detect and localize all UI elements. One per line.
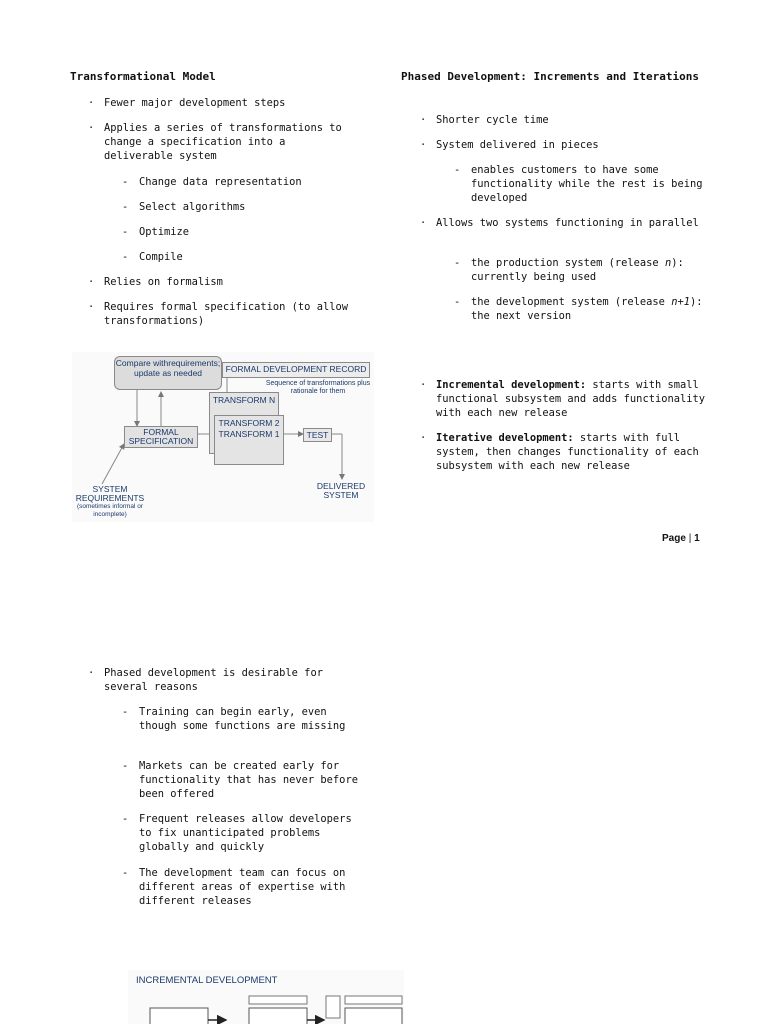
dash-marker: - <box>122 201 129 213</box>
bullet-marker: · <box>420 432 427 444</box>
sub-list-item-text: Optimize <box>139 226 190 238</box>
dash-marker: - <box>122 176 129 188</box>
sub-list-item-text: ): the next version <box>471 296 703 322</box>
release-variable: n+1 <box>671 296 690 308</box>
list-item-text: Shorter cycle time <box>436 114 549 126</box>
sub-list-item-text: The development team can focus on different areas of expertise with different releases <box>139 867 346 907</box>
incremental-development-title: INCREMENTAL DEVELOPMENT <box>136 975 278 986</box>
sub-list-item-text: Select algorithms <box>139 201 246 213</box>
list-item-text: Relies on formalism <box>104 276 223 288</box>
list-item <box>88 300 362 328</box>
sub-list-item-text: the development system (release <box>471 296 672 308</box>
dash-marker: - <box>122 706 129 718</box>
transformational-model-diagram <box>72 352 374 522</box>
list-item <box>88 121 359 163</box>
sub-list-item-text: the production system (release <box>471 257 665 269</box>
formal-development-record-box <box>222 362 370 378</box>
sub-list-item <box>122 705 367 733</box>
transform-1-label: TRANSFORM 1 <box>218 429 280 439</box>
sub-list-item-text: Change data representation <box>139 176 302 188</box>
list-item-text: Applies a series of transformations to change a specification into a deliverable system <box>104 122 342 162</box>
sub-list-item <box>122 866 367 908</box>
sub-list-item <box>122 250 359 264</box>
sub-list-item <box>122 200 359 214</box>
formal-specification-box <box>124 426 198 448</box>
list-item-text: starts with small functional subsystem and adds functionality with each new release <box>436 379 705 419</box>
formal-specification-label: FORMAL SPECIFICATION <box>128 427 194 446</box>
page-number <box>662 533 700 544</box>
list-item <box>420 378 706 420</box>
list-item-text: starts with full system, then changes functionality of each subsystem with each new release <box>436 432 699 472</box>
sequence-note: Sequence of transformations plus rationale for them <box>265 380 371 395</box>
list-item-text: Allows two systems functioning in parallel <box>436 217 699 229</box>
release-variable: n <box>664 257 672 269</box>
dash-marker: - <box>454 296 461 308</box>
bullet-marker: · <box>88 122 95 134</box>
sub-list-item <box>454 256 707 284</box>
sub-list-item-text: Frequent releases allow developers to fix unanticipated problems globally and quickly <box>139 813 352 853</box>
bullet-marker: · <box>420 379 427 391</box>
sub-list-item <box>122 175 359 189</box>
term-incremental: Incremental development: <box>436 379 587 391</box>
dash-marker: - <box>122 867 129 879</box>
transform-1-box <box>214 415 284 465</box>
system-requirements-label: SYSTEM REQUIREMENTS <box>75 484 145 503</box>
sub-list-item <box>122 812 367 854</box>
delivered-system-label: DELIVERED SYSTEM <box>316 481 366 500</box>
sub-list-item-text: Compile <box>139 251 183 263</box>
sub-list-item-text: ): currently being used <box>471 257 684 283</box>
list-item-text: Phased development is desirable for several reasons <box>104 667 323 693</box>
compare-box <box>114 356 222 390</box>
list-item <box>420 216 706 230</box>
dash-marker: - <box>122 813 129 825</box>
test-label: TEST <box>306 430 329 440</box>
section-title-transformational: Transformational Model <box>70 70 216 83</box>
list-item <box>420 138 706 152</box>
bullet-marker: · <box>420 139 427 151</box>
bullet-marker: · <box>88 97 95 109</box>
bullet-marker: · <box>88 667 95 679</box>
sub-list-item-text: Training can begin early, even though some functions are missing <box>139 706 346 732</box>
list-item <box>420 431 706 473</box>
incremental-development-diagram <box>128 970 404 1024</box>
sub-list-item-text: enables customers to have some functionality while the rest is being developed <box>471 164 703 204</box>
list-item <box>88 666 364 694</box>
dash-marker: - <box>454 164 461 176</box>
sub-list-item <box>454 163 707 205</box>
dash-marker: - <box>454 257 461 269</box>
list-item <box>88 275 364 289</box>
transform-2-label: TRANSFORM 2 <box>218 418 280 428</box>
compare-label: Compare withrequirements; update as needed <box>115 358 221 378</box>
list-item-text: Requires formal specification (to allow transformations) <box>104 301 348 327</box>
bullet-marker: · <box>420 217 427 229</box>
dash-marker: - <box>122 760 129 772</box>
list-item-text: Fewer major development steps <box>104 97 286 109</box>
sub-list-item <box>122 225 359 239</box>
dash-marker: - <box>122 251 129 263</box>
transform-n-label: TRANSFORM N <box>212 395 276 405</box>
list-item <box>88 96 364 110</box>
bullet-marker: · <box>88 301 95 313</box>
page-number-value: 1 <box>694 533 700 544</box>
dash-marker: - <box>122 226 129 238</box>
page-separator: | <box>688 533 692 544</box>
sub-list-item <box>454 295 707 323</box>
system-requirements-note: (sometimes informal or incomplete) <box>76 503 144 518</box>
incremental-diagram-shapes <box>128 970 404 1024</box>
sub-list-item <box>122 759 367 801</box>
list-item-text: System delivered in pieces <box>436 139 599 151</box>
formal-development-record-label: FORMAL DEVELOPMENT RECORD <box>225 364 367 374</box>
bullet-marker: · <box>420 114 427 126</box>
page-label: Page <box>662 533 686 544</box>
section-title-phased-development: Phased Development: Increments and Iterations <box>401 70 700 83</box>
test-box <box>303 428 332 442</box>
bullet-marker: · <box>88 276 95 288</box>
term-iterative: Iterative development: <box>436 432 574 444</box>
list-item <box>420 113 706 127</box>
sub-list-item-text: Markets can be created early for functionality that has never before been offered <box>139 760 358 800</box>
